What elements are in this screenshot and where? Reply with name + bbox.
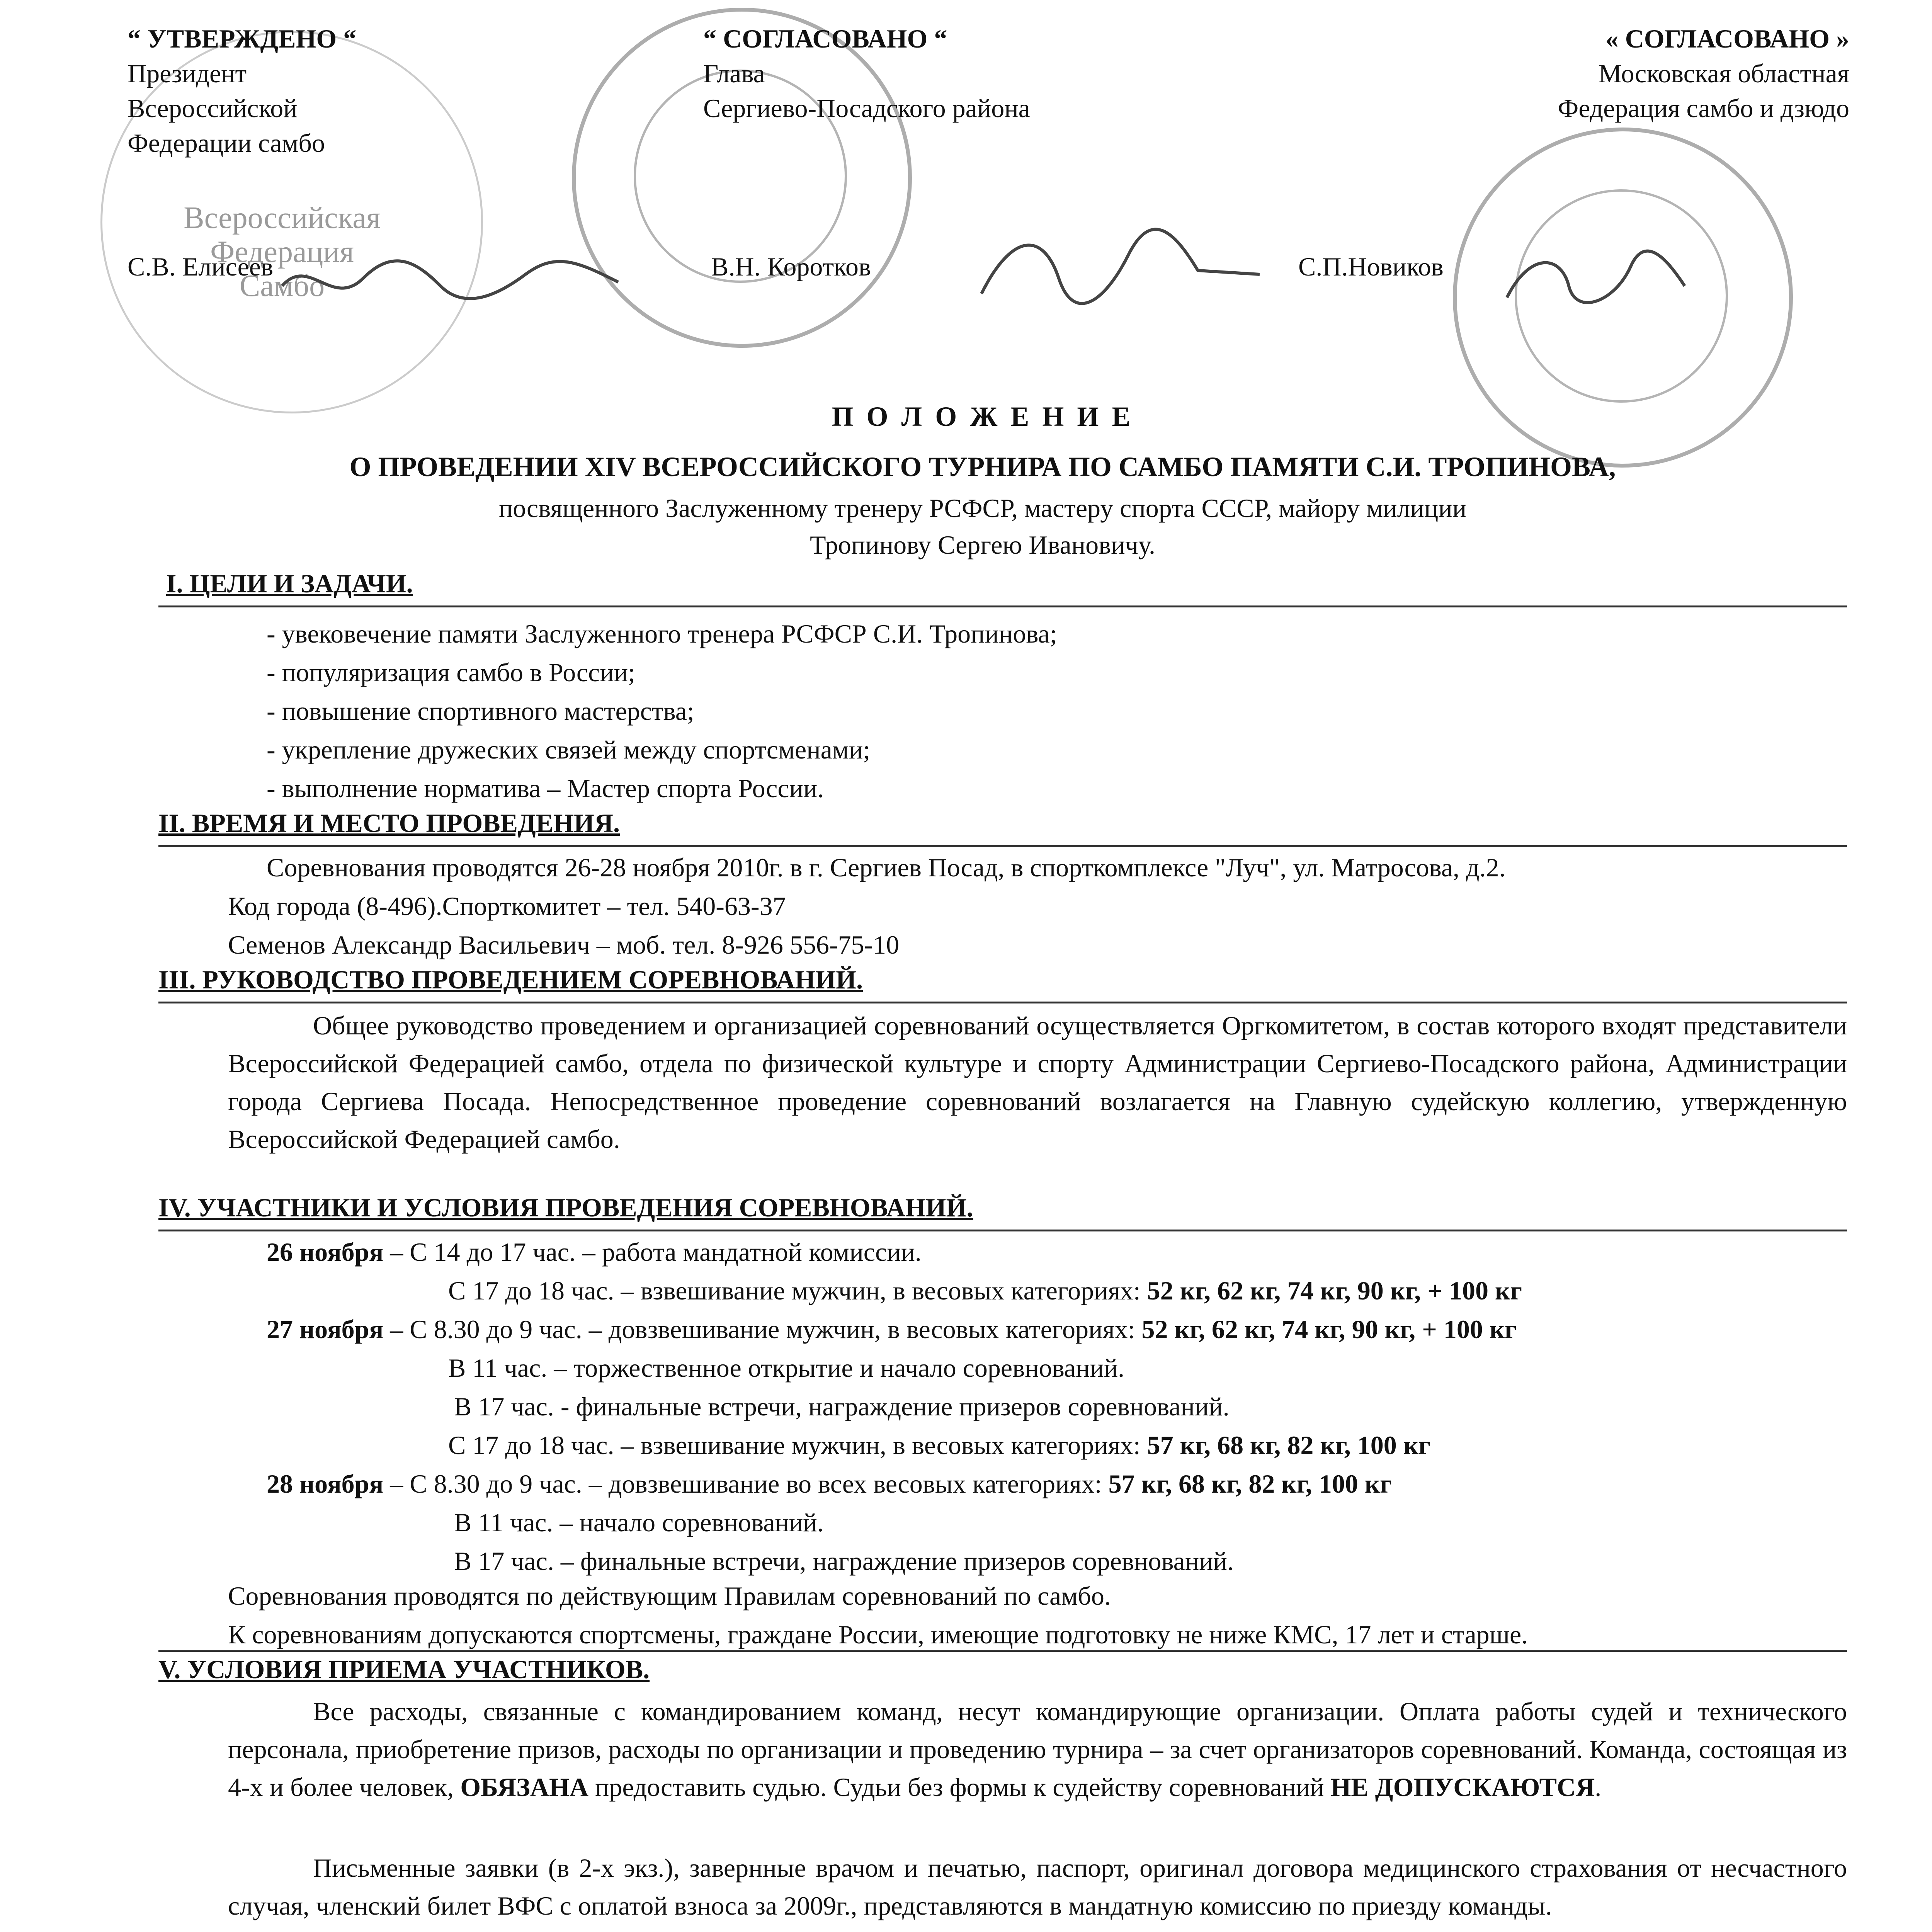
section-3-rule — [158, 1002, 1847, 1003]
doc-title: О ПРОВЕДЕНИИ XIV ВСЕРОССИЙСКОГО ТУРНИРА ПО САМБО ПАМЯТИ С.И. ТРОПИНОВА, — [349, 451, 1616, 482]
section-1-item-2: - популяризация самбо в России; — [267, 658, 635, 687]
section-1-item-5: - выполнение норматива – Мастер спорта России. — [267, 774, 824, 803]
schedule-date-27: 27 ноября — [267, 1315, 384, 1344]
schedule-row-6: С 17 до 18 час. – взвешивание мужчин, в весовых категориях: 57 кг, 68 кг, 82 кг, 100 кг — [448, 1430, 1430, 1460]
section-5-p1: Все расходы, связанные с командированием команд, несут командирующие организации. Оплата работы судей и технического персонала, приобретение призов, расходы по организации и проведению турнира – за счет организаторов соревнований. Команда, состоящая из 4-х и более человек, ОБЯЗАНА предоставить судью. Судьи без формы к судейству соревнований НЕ ДОПУСКАЮТСЯ. — [228, 1697, 1847, 1802]
approval-left-line3: Федерации самбо — [128, 128, 325, 158]
section-1-rule — [158, 605, 1847, 607]
section-2-rule — [158, 845, 1847, 847]
approval-left-signer: С.В. Елисеев — [128, 252, 274, 281]
section-5-title: V. УСЛОВИЯ ПРИЕМА УЧАСТНИКОВ. — [158, 1655, 650, 1684]
schedule-row-2: С 17 до 18 час. – взвешивание мужчин, в весовых категориях: 52 кг, 62 кг, 74 кг, 90 кг, + 100 кг — [448, 1276, 1522, 1305]
approval-right-signer: С.П.Новиков — [1298, 252, 1444, 281]
approval-center-line1: Глава — [703, 59, 765, 88]
section-1-item-3: - повышение спортивного мастерства; — [267, 696, 694, 726]
section-5-rule — [158, 1650, 1847, 1652]
schedule-row-5: В 17 час. - финальные встречи, награждение призеров соревнований. — [454, 1392, 1230, 1421]
approval-left-line2: Всероссийской — [128, 94, 298, 123]
approval-center-line2: Сергиево-Посадского района — [703, 94, 1030, 123]
schedule-row-7: 28 ноября – С 8.30 до 9 час. – довзвешивание во всех весовых категориях: 57 кг, 68 кг, 82 кг, 100 кг — [267, 1469, 1392, 1498]
section-2-title: II. ВРЕМЯ И МЕСТО ПРОВЕДЕНИЯ. — [158, 808, 620, 838]
approval-right-line1: Московская областная — [1598, 59, 1849, 88]
signature-right — [1499, 240, 1692, 317]
approval-left-title: “ УТВЕРЖДЕНО “ — [128, 24, 357, 53]
schedule-date-26: 26 ноября — [267, 1237, 384, 1267]
approval-right-title: « СОГЛАСОВАНО » — [1605, 24, 1849, 53]
approval-left-line1: Президент — [128, 59, 247, 88]
approval-right-line2: Федерация самбо и дзюдо — [1558, 94, 1849, 123]
section-1-title: I. ЦЕЛИ И ЗАДАЧИ. — [166, 569, 413, 598]
seal-text-left: Всероссийская Федерация Самбо — [184, 201, 381, 303]
section-1-item-1: - увековечение памяти Заслуженного тренера РСФСР С.И. Тропинова; — [267, 619, 1057, 648]
section-4-rule — [158, 1230, 1847, 1231]
section-4-p2: К соревнованиям допускаются спортсмены, граждане России, имеющие подготовку не ниже КМС, 17 лет и старше. — [228, 1620, 1528, 1649]
schedule-row-1: 26 ноября – С 14 до 17 час. – работа мандатной комиссии. — [267, 1237, 922, 1267]
section-4-p1: Соревнования проводятся по действующим Правилам соревнований по самбо. — [228, 1581, 1111, 1611]
schedule-row-9: В 17 час. – финальные встречи, награждение призеров соревнований. — [454, 1546, 1234, 1576]
doc-subtitle-2: Тропинову Сергею Ивановичу. — [810, 530, 1156, 560]
section-2-p3: Семенов Александр Васильевич – моб. тел. 8-926 556-75-10 — [228, 930, 900, 959]
section-3-title: III. РУКОВОДСТВО ПРОВЕДЕНИЕМ СОРЕВНОВАНИЙ. — [158, 965, 863, 994]
section-3-p1: Общее руководство проведением и организацией соревнований осуществляется Оргкомитетом, в состав которого входят представители Всероссийской Федерацией самбо, отдела по физической культуре и спорту Администрации Сергиево-Посадского района, Администрации города Сергиева Посада. Непосредственное проведение соревнований возлагается на Главную судейскую коллегию, утвержденную Всероссийской Федерацией самбо. — [228, 1011, 1847, 1154]
doc-heading: П О Л О Ж Е Н И Е — [832, 401, 1134, 432]
section-2-p2: Код города (8-496).Спорткомитет – тел. 540-63-37 — [228, 891, 786, 921]
schedule-row-4: В 11 час. – торжественное открытие и начало соревнований. — [448, 1353, 1125, 1383]
schedule-row-3: 27 ноября – С 8.30 до 9 час. – довзвешивание мужчин, в весовых категориях: 52 кг, 62 кг, 74 кг, 90 кг, + 100 кг — [267, 1315, 1517, 1344]
signature-left — [278, 240, 626, 317]
signature-center — [966, 216, 1275, 309]
schedule-row-8: В 11 час. – начало соревнований. — [454, 1508, 824, 1537]
section-2-p1: Соревнования проводятся 26-28 ноября 2010г. в г. Сергиев Посад, в спорткомплексе "Луч", ул. Матросова, д.2. — [267, 853, 1506, 882]
section-4-title: IV. УЧАСТНИКИ И УСЛОВИЯ ПРОВЕДЕНИЯ СОРЕВНОВАНИЙ. — [158, 1193, 973, 1222]
approval-center-signer: В.Н. Коротков — [711, 252, 871, 281]
schedule-date-28: 28 ноября — [267, 1469, 384, 1498]
section-1-item-4: - укрепление дружеских связей между спортсменами; — [267, 735, 871, 764]
doc-subtitle-1: посвященного Заслуженному тренеру РСФСР, мастеру спорта СССР, майору милиции — [498, 493, 1467, 523]
approval-center-title: “ СОГЛАСОВАНО “ — [703, 24, 947, 53]
section-5-p2: Письменные заявки (в 2-х экз.), завернные врачом и печатью, паспорт, оригинал договора медицинского страхования от несчастного случая, членский билет ВФС с оплатой взноса за 2009г., представляются в мандатную комиссию по приезду команды. — [228, 1853, 1847, 1920]
